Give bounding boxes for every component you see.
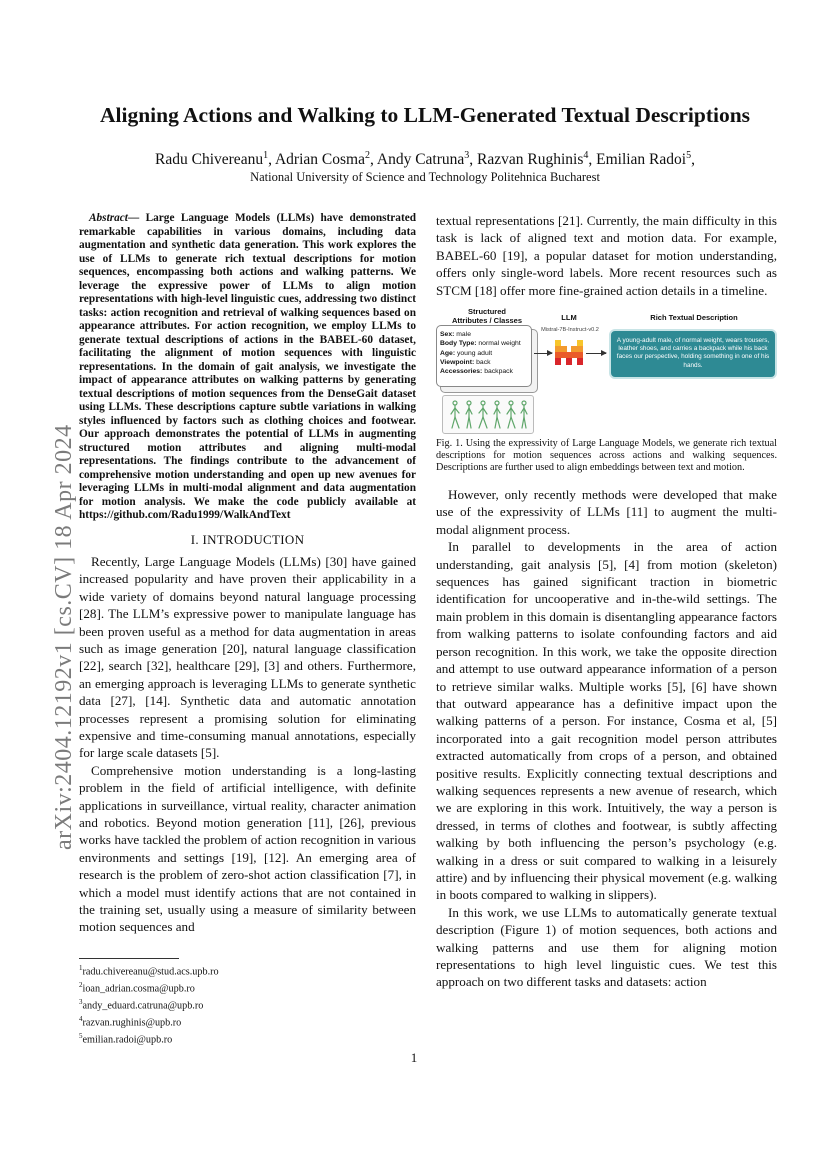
footnotes xyxy=(79,958,416,1046)
footnote: $^5$emilian.radoi@upb.ro xyxy=(79,1031,173,1045)
author-mark: 1 xyxy=(263,150,269,161)
figure-1 xyxy=(436,307,777,432)
paragraph: textual representations [21]. Currently, the main difficulty in this task is lack of aligned text and motion data. For example, BABEL-60 [19], a popular dataset for motion understanding, offers only single-word labels. More recent resources such as STCM [18] offer more fine-grained action details in a timeline. xyxy=(436,213,777,298)
section-heading: I. INTRODUCTION xyxy=(190,531,305,547)
rich-description-box: A young-adult male, of normal weight, wears trousers, leather shoes, and carries a backpack while his back faces our perspective, holding something in one of his hands. xyxy=(609,329,777,379)
footnote: $^3$andy_eduard.catruna@upb.ro xyxy=(79,997,204,1012)
attribute-row: Age: young adult xyxy=(440,349,493,357)
author-name: Andy Catruna xyxy=(376,151,465,169)
figure-header-attributes: Structured Attributes / Classes xyxy=(451,307,523,326)
author-mark: 4 xyxy=(583,150,589,161)
author-name: Razvan Rughinis xyxy=(477,151,584,169)
paragraph: Recently, Large Language Models (LLMs) [30] have gained increased popularity and have proven their applicability in a wide variety of domains beyond natural language processing [28]. The LLM’s expressive power to manipulate language has been proven useful as a method for data augmentation in areas such as image generation [20], natural language classification [22], search [32], healthcare [29], [3] and others. Furthermore, an emerging approach is leveraging LLMs to generate synthetic data [27], [14]. Synthetic data and automatic annotation processes represent a promising solution for eliminating expensive and time-consuming manual annotations, especially for large scale datasets [5]. xyxy=(79,553,416,761)
author-mark: 2 xyxy=(364,150,370,161)
figure-header-llm: LLM xyxy=(561,313,577,323)
author-mark: 3 xyxy=(464,150,470,161)
attribute-row: Accessories: backpack xyxy=(440,368,513,376)
arxiv-id-text: arXiv:2404.12192v1 [cs.CV] 18 Apr 2024 xyxy=(51,424,77,850)
attributes-card xyxy=(436,325,532,387)
abstract-label: Abstract xyxy=(89,212,128,224)
walking-skeleton-sequence-icon xyxy=(442,395,534,434)
footnote: $^4$razvan.rughinis@upb.ro xyxy=(79,1014,182,1029)
left-column xyxy=(79,212,416,936)
affiliation: National University of Science and Technology Politehnica Bucharest xyxy=(250,170,600,184)
author-mark: 5 xyxy=(686,150,692,161)
footnote: $^2$ioan_adrian.cosma@upb.ro xyxy=(79,980,195,995)
figure-llm-model: Mistral-7B-Instruct-v0.2 xyxy=(541,327,599,334)
attribute-row: Body Type: normal weight xyxy=(440,340,521,348)
arrow-right-icon xyxy=(586,353,606,354)
figure-header-rich: Rich Textual Description xyxy=(650,313,738,323)
paragraph: Comprehensive motion understanding is a long-lasting problem in the field of artificial intelligence, with definite applications in surveillance, virtual reality, character animation and robotics. Beyond motion generation [11], [26], previous works have tackled the problem of action recognition in various environments and settings [19], [12]. An emerging area of research is the problem of zero-shot action classification [7], in which a model must identify actions that are not contained in the training set, usually using a measure of similarity between motion sequences and xyxy=(79,762,416,935)
figure-caption: Fig. 1. Using the expressivity of Large Language Models, we generate rich textual descriptions for motion sequences across actions and walking sequences. Descriptions are further used to align embeddings between text and motion. xyxy=(436,438,777,474)
paragraph: In parallel to developments in the area of action understanding, gait analysis [5], [4] from motion (skeleton) sequences has gained significant traction in biometric identification for uncooperative and in-the-wild settings. The main problem in this domain is disentangling appearance factors from walking patterns to isolate confounding factors and aid person recognition. In this work, we take the opposite direction and attempt to use outward appearance information of a person to retrieve similar walks. Multiple works [5], [6] have shown that outward appearance has a definitive impact upon the walking patterns of a person. For instance, Cosma et al, [5] incorporated into a gait recognition model person attributes extracted automatically from crops of a person, and obtained positive results. Explicitly connecting textual descriptions and walking sequences represents a new avenue of research, which we are exploring in this work. Intuitively, the way a person is dressed, in terms of clothes and footwear, is subtly affecting walking by both influencing the person’s psychology (e.g. walking in a dress or suit compared to walking in a leisurely attire) and by influencing their physical movement (e.g. walking in boots compared to walking in slippers). xyxy=(436,539,777,903)
abstract xyxy=(79,212,416,523)
paragraph: In this work, we use LLMs to automatically generate textual description (Figure 1) of motion sequences, both actions and walking patterns and use them for aligning motion representations to high level linguistic cues. We test this approach on two different tasks and datasets: action xyxy=(436,904,777,990)
author-list: Radu Chivereanu$^1$, Adrian Cosma$^2$, Andy Catruna$^3$, Razvan Rughinis$^4$, Emilian Radoi$^5$, xyxy=(155,150,695,169)
paper-title: Aligning Actions and Walking to LLM-Generated Textual Descriptions xyxy=(99,103,751,127)
llm-logo-icon xyxy=(554,339,584,367)
attribute-row: Viewpoint: back xyxy=(440,358,491,366)
page-number: 1 xyxy=(410,1050,418,1065)
author-name: Emilian Radoi xyxy=(596,151,687,169)
footnote: $^1$radu.chivereanu@stud.acs.upb.ro xyxy=(79,964,219,978)
footnote-rule xyxy=(79,958,179,959)
arxiv-identifier xyxy=(20,360,77,860)
attribute-row: Sex: male xyxy=(440,331,471,339)
abstract-text: — Large Language Models (LLMs) have demonstrated remarkable capabilities in various domains, including data augmentation and synthetic data generation. This work explores the use of LLMs to generate rich textual descriptions for motion sequences, encompassing both actions and walking patterns. We leverage the expressive power of LLMs to align motion representations with high-level linguistic cues, addressing two distinct tasks: action recognition and retrieval of walking sequences based on appearance attributes. For action recognition, we employ LLMs to generate textual descriptions of actions in the BABEL-60 dataset, facilitating the alignment of motion sequences with linguistic representations. In the domain of gait analysis, we investigate the impact of appearance attributes on walking patterns by generating textual descriptions of motion sequences from the DenseGait dataset using LLMs. These descriptions capture subtle variations in walking styles influenced by factors such as clothing choices and footwear. Our approach demonstrates the potential of LLMs in augmenting structured motion attributes and aligning multi-modal representations. The findings contribute to the advancement of comprehensive motion understanding and open up new avenues for leveraging LLMs in multi-modal alignment and data augmentation for motion analysis. We make the code publicly available at https://github.com/Radu1999/WalkAndText xyxy=(79,212,416,521)
author-name: Adrian Cosma xyxy=(274,151,365,169)
author-name: Radu Chivereanu xyxy=(155,151,264,169)
paragraph: However, only recently methods were developed that make use of the expressivity of LLMs [11] to augment the multi-modal alignment process. xyxy=(436,487,777,537)
right-column xyxy=(436,212,777,991)
arrow-right-icon xyxy=(534,353,552,354)
